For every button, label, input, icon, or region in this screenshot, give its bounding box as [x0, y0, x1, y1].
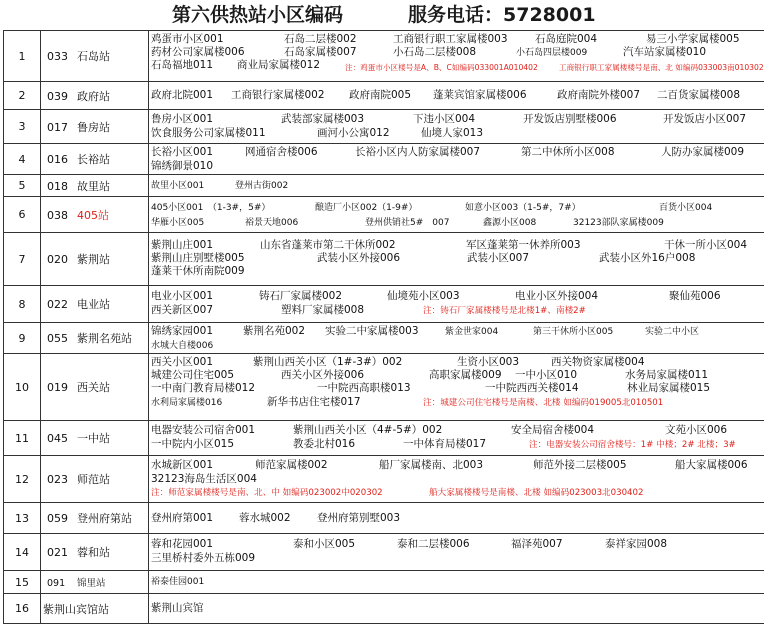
community-cell — [149, 534, 764, 571]
station-code: 023 — [47, 473, 68, 486]
note-text: 注：电器安装公司宿舍楼号：1# 中楼；2# 北楼；3# — [529, 440, 736, 450]
station-code: 055 — [47, 332, 68, 345]
station-name: 电业站 — [77, 298, 110, 311]
community-cell — [149, 456, 764, 503]
list-item: 一中体育局楼017 — [403, 438, 487, 450]
list-item: 新华书店住宅楼017 — [267, 396, 361, 408]
community-cell — [149, 82, 764, 110]
row-number: 15 — [4, 571, 41, 594]
table-row — [4, 456, 764, 503]
note-text: 注：城建公司住宅楼号是南楼、北楼 如编码019005北010501 — [423, 398, 664, 408]
title-main: 第六供热站小区编码 — [172, 4, 344, 26]
row-number: 4 — [4, 144, 41, 175]
station-cell — [41, 197, 149, 233]
community-cell — [149, 571, 764, 594]
community-cell — [149, 197, 764, 233]
list-item: 锦绣家园001 — [151, 325, 214, 337]
station-cell — [41, 233, 149, 286]
station-code: 091 — [47, 578, 66, 589]
list-item: 蓬莱宾馆家属楼006 — [433, 89, 527, 101]
row-number: 10 — [4, 354, 41, 421]
table-row — [4, 571, 764, 594]
station-cell — [41, 456, 149, 503]
list-item: 鑫源小区008 — [483, 218, 537, 228]
list-item: 石岛二层楼002 — [284, 33, 357, 45]
list-item: 人防办家属楼009 — [661, 146, 745, 158]
station-code: 016 — [47, 153, 68, 166]
list-item: 一中小区010 — [515, 369, 578, 381]
row-number: 12 — [4, 456, 41, 503]
note-text: 注：铸石厂家属楼楼号是北楼1#、南楼2# — [423, 306, 586, 316]
list-item: 紫荆山西关小区（1#-3#）002 — [253, 356, 403, 368]
list-item: 蓉和花园001 — [151, 538, 214, 550]
list-item: 政府北院001 — [151, 89, 214, 101]
station-name: 政府站 — [77, 89, 110, 103]
station-cell — [41, 421, 149, 456]
list-item: 华雁小区005 — [151, 218, 205, 228]
list-item: 水利局家属楼016 — [151, 398, 223, 408]
list-item: 第三干休所小区005 — [533, 327, 614, 337]
page-title — [0, 0, 764, 30]
note-text: 工商银行职工家属楼楼号是南、北 如编码033003南010302 — [559, 63, 764, 72]
list-item: 林业局家属楼015 — [627, 382, 711, 394]
list-item: 药材公司家属楼006 — [151, 46, 245, 58]
table-row — [4, 233, 764, 286]
station-cell — [41, 175, 149, 197]
station-name: 蓉和站 — [77, 546, 110, 559]
list-item: 一中院西西关楼014 — [485, 382, 579, 394]
station-name: 一中站 — [77, 432, 110, 445]
list-item: 城建公司住宅005 — [151, 369, 235, 381]
list-item: 聚仙苑006 — [669, 290, 721, 302]
list-item: 水城新区001 — [151, 459, 214, 471]
list-item: 百货小区004 — [659, 203, 713, 213]
list-item: 三里桥村委外五栋009 — [151, 552, 256, 564]
list-item: 实验二中小区 — [645, 327, 700, 337]
community-cell — [149, 175, 764, 197]
community-cell — [149, 286, 764, 323]
row-number: 1 — [4, 31, 41, 82]
station-name: 锦里站 — [77, 578, 106, 589]
table-row — [4, 197, 764, 233]
station-cell — [41, 82, 149, 110]
list-item: 登州供销社5# 007 — [365, 218, 450, 228]
list-item: 一中院西高职楼013 — [317, 382, 411, 394]
row-number: 6 — [4, 197, 41, 233]
list-item: 教委北村016 — [293, 438, 356, 450]
station-code: 045 — [47, 432, 68, 445]
list-item: 登州府第001 — [151, 512, 214, 524]
table-row — [4, 144, 764, 175]
list-item: 登州古街002 — [235, 181, 289, 191]
station-cell — [41, 503, 149, 534]
list-item: 如意小区003（1-5#，7#） — [465, 203, 581, 213]
community-cell — [149, 233, 764, 286]
table-row — [4, 323, 764, 354]
list-item: 泰和二层楼006 — [397, 538, 470, 550]
list-item: 船大家属楼006 — [675, 459, 748, 471]
list-item: 仙境苑小区003 — [387, 290, 460, 302]
list-item: 铸石厂家属楼002 — [259, 290, 343, 302]
list-item: 紫荆山宾馆 — [151, 602, 204, 614]
list-item: 电业小区外接004 — [515, 290, 599, 302]
community-cell — [149, 323, 764, 354]
station-name: 师范站 — [77, 473, 110, 486]
row-number: 8 — [4, 286, 41, 323]
list-item: 师范家属楼002 — [255, 459, 328, 471]
list-item: 武装部家属楼003 — [281, 113, 365, 125]
community-cell — [149, 503, 764, 534]
list-item: 酿造厂小区002（1-9#） — [315, 203, 418, 213]
list-item: 易三小学家属楼005 — [646, 33, 740, 45]
community-cell — [149, 421, 764, 456]
list-item: 电器安装公司宿舍001 — [151, 424, 256, 436]
table-row — [4, 286, 764, 323]
station-cell — [41, 144, 149, 175]
table-row — [4, 354, 764, 421]
list-item: 二百货家属楼008 — [657, 89, 741, 101]
station-name: 405站 — [77, 208, 109, 222]
list-item: 干休一所小区004 — [664, 239, 748, 251]
row-number: 5 — [4, 175, 41, 197]
list-item: 405小区001 （1-3#，5#） — [151, 203, 271, 213]
station-code: 021 — [47, 546, 68, 559]
list-item: 紫荆山西关小区（4#-5#）002 — [293, 424, 443, 436]
station-code: 018 — [47, 179, 68, 193]
list-item: 生资小区003 — [457, 356, 520, 368]
station-name: 紫荆名苑站 — [77, 332, 132, 345]
station-cell — [41, 323, 149, 354]
list-item: 泰祥家园008 — [605, 538, 668, 550]
list-item: 师范外接二层楼005 — [533, 459, 627, 471]
list-item: 水务局家属楼011 — [625, 369, 709, 381]
row-number: 14 — [4, 534, 41, 571]
station-name: 西关站 — [77, 381, 110, 394]
list-item: 蓬莱干休所南院009 — [151, 265, 245, 277]
list-item: 西关小区001 — [151, 356, 214, 368]
list-item: 工商银行家属楼002 — [231, 89, 325, 101]
list-item: 山东省蓬莱市第二干休所002 — [260, 239, 396, 251]
station-code: 022 — [47, 298, 68, 311]
table-row — [4, 110, 764, 144]
list-item: 水城大自楼006 — [151, 341, 214, 351]
row-number: 7 — [4, 233, 41, 286]
list-item: 裕泰佳园001 — [151, 577, 205, 587]
list-item: 武装小区外16户008 — [599, 252, 696, 264]
list-item: 紫荆山庄001 — [151, 239, 214, 251]
list-item: 锦绣御景010 — [151, 160, 214, 172]
list-item: 汽车站家属楼010 — [623, 46, 707, 58]
table-row — [4, 534, 764, 571]
code-table — [3, 30, 764, 624]
station-code: 019 — [47, 381, 68, 394]
station-name: 故里站 — [77, 179, 110, 193]
list-item: 电业小区001 — [151, 290, 214, 302]
list-item: 小石岛二层楼008 — [393, 46, 477, 58]
list-item: 实验二中家属楼003 — [325, 325, 419, 337]
list-item: 鲁房小区001 — [151, 113, 214, 125]
row-number: 9 — [4, 323, 41, 354]
list-item: 西关新区007 — [151, 304, 214, 316]
note-text: 注：师范家属楼楼号是南、北、中 如编码023002中020302 — [151, 488, 383, 498]
list-item: 饮食服务公司家属楼011 — [151, 127, 266, 139]
list-item: 画河小公寓012 — [317, 127, 390, 139]
list-item: 石岛庭院004 — [535, 33, 598, 45]
list-item: 船厂家属楼南、北003 — [379, 459, 484, 471]
station-cell — [41, 286, 149, 323]
row-number: 3 — [4, 110, 41, 144]
list-item: 泰和小区005 — [293, 538, 356, 550]
row-number: 13 — [4, 503, 41, 534]
community-cell — [149, 31, 764, 82]
row-number: 11 — [4, 421, 41, 456]
list-item: 蓉水城002 — [239, 512, 291, 524]
station-cell — [41, 571, 149, 594]
list-item: 开发饭店小区007 — [663, 113, 747, 125]
list-item: 文苑小区006 — [665, 424, 728, 436]
community-cell — [149, 594, 764, 624]
list-item: 武装小区外接006 — [317, 252, 401, 264]
station-code: 059 — [47, 512, 68, 525]
list-item: 小石岛四层楼009 — [516, 48, 588, 58]
station-cell — [41, 31, 149, 82]
list-item: 福泽苑007 — [511, 538, 563, 550]
note-text: 注：鸡蛋市小区楼号是A、B、C如编码033001A010402 — [345, 63, 538, 72]
table-row — [4, 31, 764, 82]
station-cell — [41, 110, 149, 144]
list-item: 紫金世家004 — [445, 327, 499, 337]
list-item: 鸡蛋市小区001 — [151, 33, 224, 45]
list-item: 政府南院外楼007 — [557, 89, 641, 101]
list-item: 裕景天地006 — [245, 218, 299, 228]
list-item: 武装小区007 — [467, 252, 530, 264]
list-item: 紫荆山庄别墅楼005 — [151, 252, 245, 264]
station-name: 长裕站 — [77, 153, 110, 166]
list-item: 仙境人家013 — [421, 127, 484, 139]
list-item: 一中南门教育局楼012 — [151, 382, 256, 394]
station-code: 038 — [47, 208, 68, 222]
community-cell — [149, 144, 764, 175]
list-item: 登州府第别墅003 — [317, 512, 401, 524]
list-item: 工商银行职工家属楼003 — [393, 33, 508, 45]
list-item: 长裕小区内人防家属楼007 — [355, 146, 481, 158]
station-name: 紫荆站 — [77, 253, 110, 266]
title-phone: 服务电话：5728001 — [408, 4, 596, 26]
community-cell — [149, 354, 764, 421]
table-row — [4, 594, 764, 624]
list-item: 下违小区004 — [413, 113, 476, 125]
list-item: 一中院内小区015 — [151, 438, 235, 450]
list-item: 政府南院005 — [349, 89, 412, 101]
list-item: 32123部队家属楼009 — [573, 218, 664, 228]
station-cell — [41, 534, 149, 571]
list-item: 高职家属楼009 — [429, 369, 502, 381]
station-code: 039 — [47, 89, 68, 103]
station-name: 石岛站 — [77, 50, 110, 63]
table-row — [4, 421, 764, 456]
station-code: 020 — [47, 253, 68, 266]
station-name: 紫荆山宾馆站 — [43, 602, 109, 616]
list-item: 石岛家属楼007 — [284, 46, 357, 58]
row-number: 2 — [4, 82, 41, 110]
note-text: 船大家属楼楼号是南楼、北楼 如编码023003北030402 — [429, 488, 644, 498]
station-code: 033 — [47, 50, 68, 63]
list-item: 商业局家属楼012 — [237, 59, 321, 71]
list-item: 军区蓬莱第一休养所003 — [466, 239, 581, 251]
list-item: 安全局宿舍楼004 — [511, 424, 595, 436]
table-row — [4, 175, 764, 197]
list-item: 紫荆名苑002 — [243, 325, 306, 337]
list-item: 故里小区001 — [151, 181, 205, 191]
list-item: 塑料厂家属楼008 — [281, 304, 365, 316]
table-row — [4, 82, 764, 110]
list-item: 第二中休所小区008 — [521, 146, 615, 158]
list-item: 开发饭店别墅楼006 — [523, 113, 617, 125]
row-number: 16 — [4, 594, 41, 624]
list-item: 网通宿舍楼006 — [245, 146, 318, 158]
station-name: 登州府第站 — [77, 512, 132, 525]
station-name: 鲁房站 — [77, 120, 110, 134]
list-item: 长裕小区001 — [151, 146, 214, 158]
table-row — [4, 503, 764, 534]
list-item: 石岛福地011 — [151, 59, 214, 71]
list-item: 西关小区外接006 — [281, 369, 365, 381]
list-item: 西关物资家属楼004 — [551, 356, 645, 368]
community-cell — [149, 110, 764, 144]
station-cell — [41, 354, 149, 421]
list-item: 32123海岛生活区004 — [151, 473, 257, 485]
station-code: 017 — [47, 120, 68, 134]
station-cell — [41, 594, 149, 624]
